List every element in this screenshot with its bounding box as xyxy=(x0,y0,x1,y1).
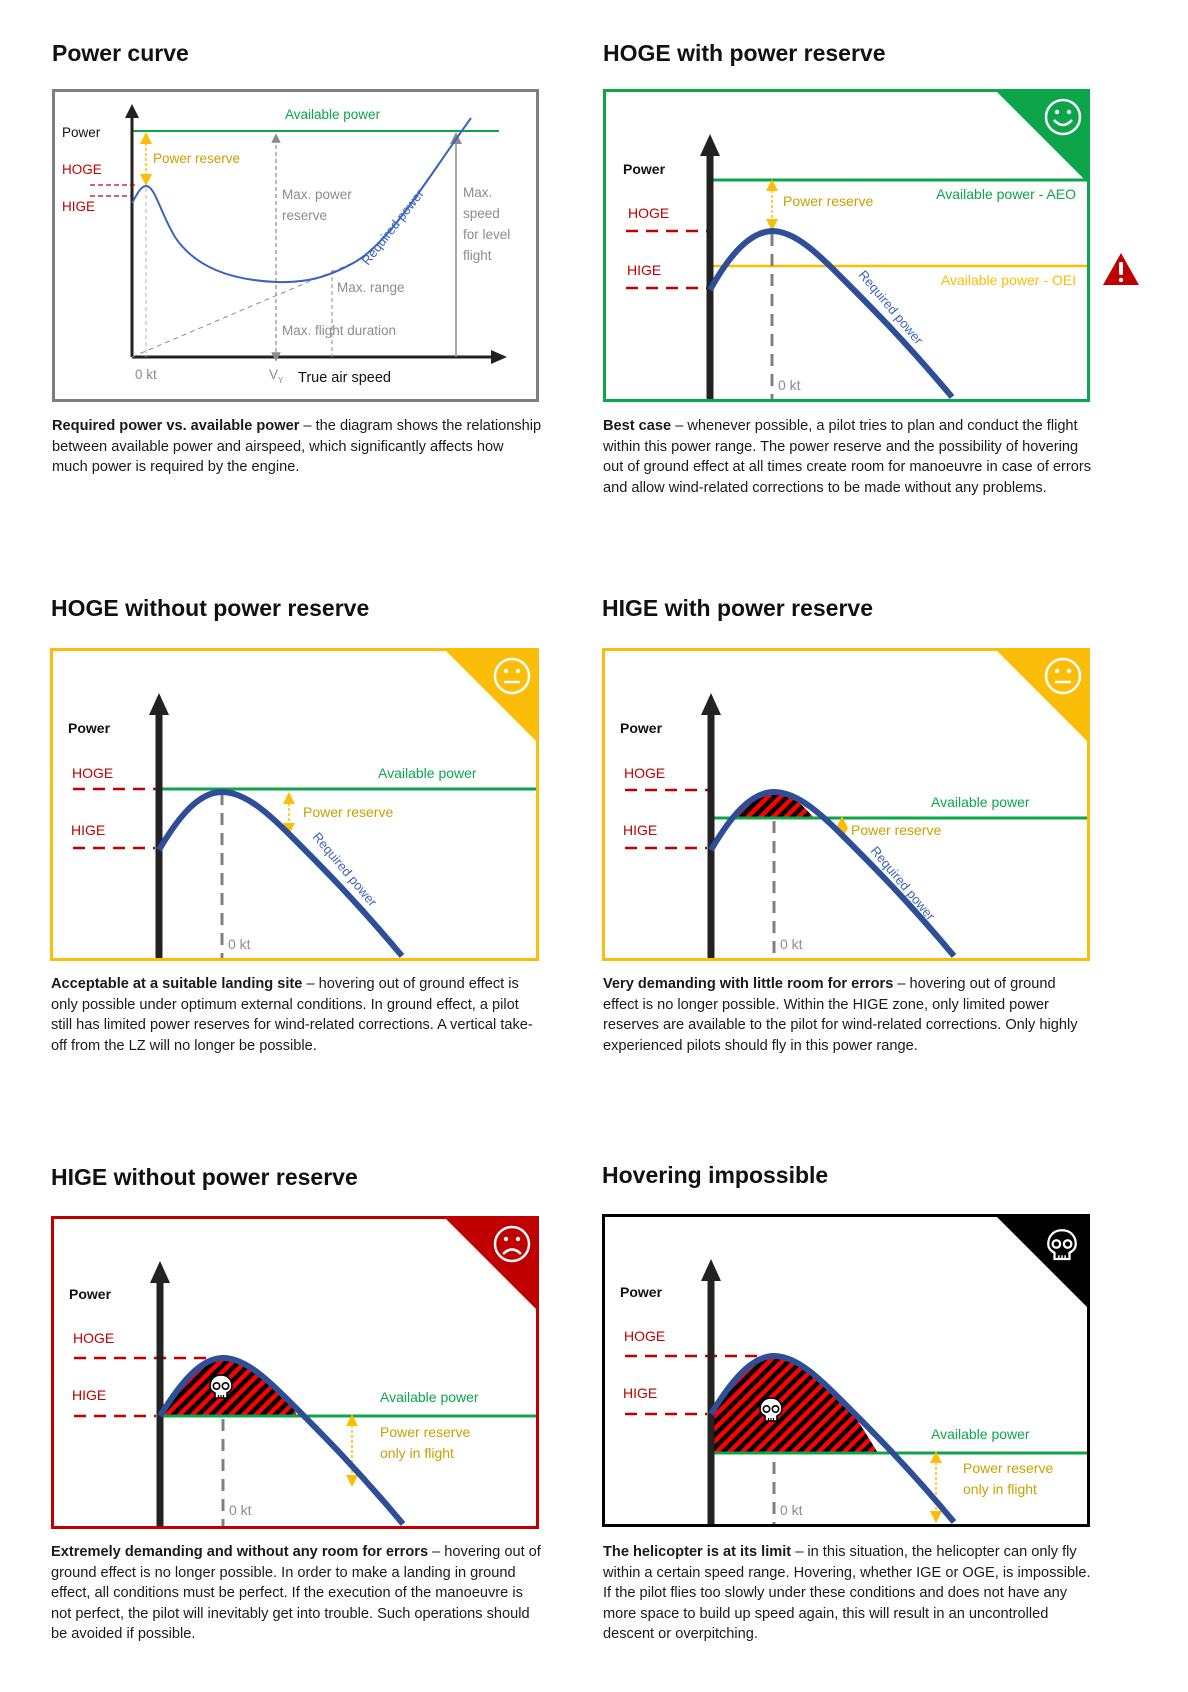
label-zero-kt: 0 kt xyxy=(780,936,803,952)
label-hoge: HOGE xyxy=(72,765,114,781)
caption-bold: The helicopter is at its limit xyxy=(603,1544,792,1560)
y-axis-arrow-icon xyxy=(150,1261,170,1283)
label-power-axis: Power xyxy=(620,720,663,736)
label-hige: HIGE xyxy=(623,1385,658,1401)
label-hige: HIGE xyxy=(62,199,96,214)
label-power-reserve: Power reserve xyxy=(303,804,394,820)
label-hige: HIGE xyxy=(71,822,106,838)
label-hoge: HOGE xyxy=(624,1328,666,1344)
panel-title-hoge-without-reserve: HOGE without power reserve xyxy=(51,595,370,621)
caption-power-curve xyxy=(52,416,542,478)
warning-icon xyxy=(1102,252,1140,286)
y-axis-arrow-icon xyxy=(701,693,721,715)
caption-text: – hovering out of ground effect is no longer possible. In order to make a landing in ground effect, all conditions must be perfect. If the execution of the manoeuvre is not perfect, the pilot will inevitably get into trouble. Such operations should be avoided if possible. xyxy=(51,1544,541,1642)
caption-text: – hovering out of ground effect is only possible under optimum external conditions. In ground effect, a pilot still has limited power reserves for wind-related corrections. A vertical take-off from the LZ will no longer be possible. xyxy=(51,976,533,1054)
y-axis-arrow-icon xyxy=(700,134,720,156)
caption-hige-without-reserve xyxy=(51,1542,541,1645)
label-required-power: Required power xyxy=(855,267,927,348)
panel-title-hovering-impossible: Hovering impossible xyxy=(602,1162,829,1188)
label-available-power: Available power xyxy=(931,1426,1030,1442)
label-only-in-flight: only in flight xyxy=(963,1481,1037,1497)
label-hoge: HOGE xyxy=(624,765,666,781)
danger-hatch-area xyxy=(711,1356,878,1453)
label-required-power: Required power xyxy=(358,186,427,268)
power-curve-diagram xyxy=(52,89,539,402)
hovering-impossible-diagram xyxy=(602,1214,1090,1527)
label-max-speed-2: speed xyxy=(463,206,500,221)
label-hige: HIGE xyxy=(623,822,658,838)
panel-title-hige-without-reserve: HIGE without power reserve xyxy=(51,1164,358,1190)
label-hoge: HOGE xyxy=(628,205,670,221)
caption-hovering-impossible xyxy=(603,1542,1093,1645)
label-power-reserve: Power reserve xyxy=(153,151,241,166)
y-axis-arrow-icon xyxy=(125,104,139,118)
caption-hoge-with-reserve xyxy=(603,416,1093,498)
y-axis-arrow-icon xyxy=(149,693,169,715)
label-vy-sub: Y xyxy=(278,376,284,385)
caption-text: – hovering out of ground effect is no longer possible. Within the HIGE zone, only limited power reserves are available to the pilot for wind-related corrections. Only highly experienced pilots should fly in this power range. xyxy=(603,976,1078,1054)
label-max-range: Max. range xyxy=(337,280,405,295)
caption-bold: Required power vs. available power xyxy=(52,418,300,434)
hoge-with-reserve-diagram xyxy=(603,89,1090,402)
label-power-reserve: Power reserve xyxy=(851,822,942,838)
label-zero-kt: 0 kt xyxy=(778,377,801,393)
label-power-reserve: Power reserve xyxy=(963,1460,1054,1476)
label-max-power-reserve: Max. power xyxy=(282,187,352,202)
label-power-reserve: Power reserve xyxy=(783,193,874,209)
caption-hoge-without-reserve xyxy=(51,974,541,1056)
label-available-power: Available power xyxy=(378,765,477,781)
label-power-axis: Power xyxy=(62,125,101,140)
label-max-speed: Max. xyxy=(463,185,493,200)
label-power-reserve: Power reserve xyxy=(380,1424,471,1440)
label-zero-kt: 0 kt xyxy=(780,1502,803,1518)
caption-text: – whenever possible, a pilot tries to plan and conduct the flight within this power range. The power reserve and the possibility of hovering out of ground effect at all times create room for manoeuvre in case of errors and allow wind-related corrections to be made without any problems. xyxy=(603,418,1092,496)
label-available-power: Available power xyxy=(285,107,381,122)
hige-without-reserve-diagram xyxy=(51,1216,539,1529)
label-only-in-flight: only in flight xyxy=(380,1445,454,1461)
label-max-power-reserve-2: reserve xyxy=(282,208,328,223)
label-max-flight-duration: Max. flight duration xyxy=(282,323,397,338)
label-hoge: HOGE xyxy=(62,162,102,177)
caption-hige-with-reserve xyxy=(603,974,1093,1056)
panel-title-power-curve: Power curve xyxy=(52,40,189,66)
caption-text: – in this situation, the helicopter can only fly within a certain speed range. Hovering, whether IGE or OGE, is impossible. If the pilot flies too slowly under these conditions and does not have any more space to build up speed again, this will result in an uncontrolled descent or overpitching. xyxy=(603,1544,1091,1642)
hige-with-reserve-diagram xyxy=(602,648,1090,961)
x-axis-arrow-icon xyxy=(491,350,507,364)
caption-bold: Extremely demanding and without any room for errors xyxy=(51,1544,429,1560)
hoge-without-reserve-diagram xyxy=(50,648,539,961)
label-power-axis: Power xyxy=(623,161,666,177)
label-max-speed-4: flight xyxy=(463,248,492,263)
label-max-speed-3: for level xyxy=(463,227,511,242)
panel-title-hoge-with-reserve: HOGE with power reserve xyxy=(603,40,886,66)
label-required-power: Required power xyxy=(309,829,381,910)
label-required-power: Required power xyxy=(867,843,939,924)
panel-title-hige-with-reserve: HIGE with power reserve xyxy=(602,595,873,621)
label-zero-kt: 0 kt xyxy=(228,936,251,952)
caption-bold: Acceptable at a suitable landing site xyxy=(51,976,303,992)
label-available-power: Available power xyxy=(380,1389,479,1405)
label-power-axis: Power xyxy=(68,720,111,736)
label-vy: V xyxy=(269,367,279,382)
label-available-power-oei: Available power - OEI xyxy=(940,272,1076,288)
label-hoge: HOGE xyxy=(73,1330,115,1346)
label-available-power: Available power xyxy=(931,794,1030,810)
label-power-axis: Power xyxy=(69,1286,112,1302)
caption-text: – the diagram shows the relationship between available power and airspeed, which significantly affects how much power is required by the engine. xyxy=(52,418,542,475)
label-available-power-aeo: Available power - AEO xyxy=(936,186,1076,202)
label-zero-kt: 0 kt xyxy=(229,1502,252,1518)
caption-bold: Very demanding with little room for errors xyxy=(603,976,894,992)
label-zero-kt: 0 kt xyxy=(135,367,157,382)
y-axis-arrow-icon xyxy=(701,1259,721,1281)
label-hige: HIGE xyxy=(627,262,662,278)
label-power-axis: Power xyxy=(620,1284,663,1300)
label-true-air-speed: True air speed xyxy=(298,370,391,386)
caption-bold: Best case xyxy=(603,418,672,434)
label-hige: HIGE xyxy=(72,1387,107,1403)
